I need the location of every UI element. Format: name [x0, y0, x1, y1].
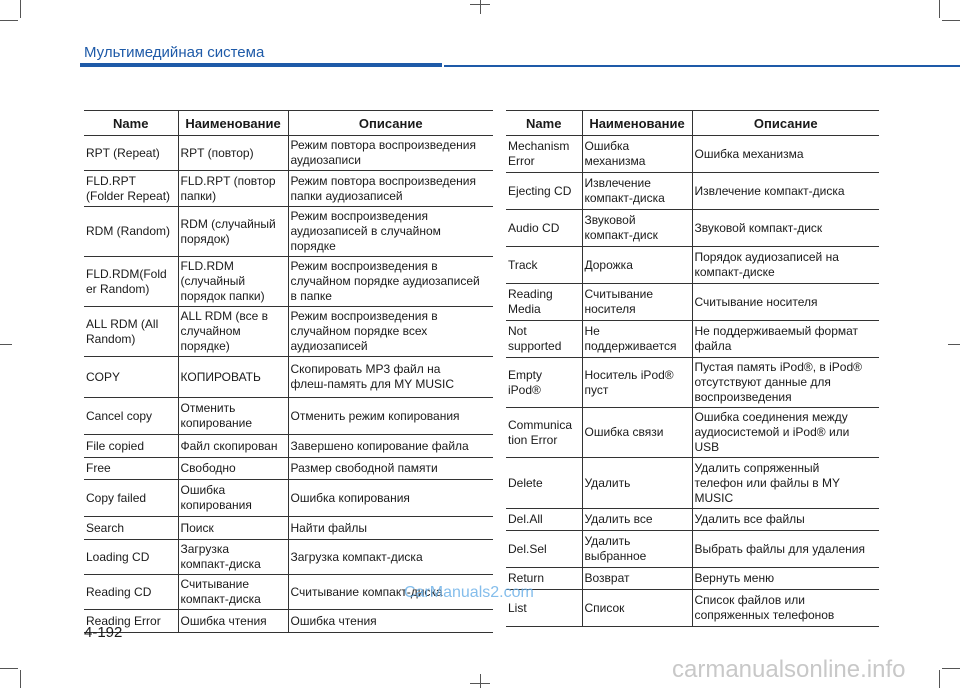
table-cell: Список файлов или сопряженных телефонов: [692, 590, 879, 627]
table-header-row: [84, 111, 493, 136]
table-cell: Порядок аудиозаписей на компакт-диске: [692, 247, 879, 284]
table-row: [84, 207, 493, 257]
table-row: [506, 247, 879, 284]
table-cell: Удалить все: [582, 509, 692, 531]
table-row: [506, 284, 879, 321]
table-cell: Return: [506, 568, 582, 590]
table-cell: Track: [506, 247, 582, 284]
crop-mark: [20, 0, 21, 18]
table-cell: FLD.RPT (повтор папки): [178, 171, 288, 207]
crop-mark: [0, 668, 18, 669]
table-cell: Не поддерживаемый формат файла: [692, 321, 879, 358]
table-row: [84, 517, 493, 540]
table-cell: Ошибка копирования: [178, 480, 288, 517]
table-cell: Извлечение компакт-диска: [692, 173, 879, 210]
table-cell: RPT (Repeat): [84, 136, 178, 171]
table-cell: Cancel copy: [84, 398, 178, 435]
table-cell: Del.All: [506, 509, 582, 531]
table-cell: Empty iPod®: [506, 358, 582, 408]
table-cell: Считывание компакт-диска: [288, 575, 493, 610]
table-cell: Поиск: [178, 517, 288, 540]
table-cell: Дорожка: [582, 247, 692, 284]
crop-mark: [939, 0, 940, 18]
table-cell: Search: [84, 517, 178, 540]
crop-mark: [939, 670, 940, 688]
table-cell: List: [506, 590, 582, 627]
table-cell: RDM (случайный порядок): [178, 207, 288, 257]
table-cell: Список: [582, 590, 692, 627]
crop-mark: [0, 20, 18, 21]
table-cell: Найти файлы: [288, 517, 493, 540]
crop-mark: [480, 0, 481, 14]
table-cell: Loading CD: [84, 540, 178, 575]
page-number: 4-192: [84, 624, 123, 641]
table-cell: Режим воспроизведения аудиозаписей в случайном порядке: [288, 207, 493, 257]
table-cell: RDM (Random): [84, 207, 178, 257]
table-cell: Режим повтора воспроизведения аудиозаписи: [288, 136, 493, 171]
table-cell: Режим воспроизведения в случайном порядке всех аудиозаписей: [288, 307, 493, 357]
table-cell: Вернуть меню: [692, 568, 879, 590]
table-cell: Выбрать файлы для удаления: [692, 531, 879, 568]
watermark-footer: carmanualsonline.info: [672, 656, 906, 683]
table-cell: Считывание компакт-диска: [178, 575, 288, 610]
table-row: [506, 509, 879, 531]
table-cell: Скопировать MP3 файл на флеш-память для MY MUSIC: [288, 357, 493, 398]
table-cell: Reading Media: [506, 284, 582, 321]
table-cell: COPY: [84, 357, 178, 398]
table-cell: Not supported: [506, 321, 582, 358]
table-cell: Завершено копирование файла: [288, 435, 493, 458]
table-header-row: [506, 111, 879, 136]
table-cell: Удалить все файлы: [692, 509, 879, 531]
table-cell: FLD.RDM(Fold er Random): [84, 257, 178, 307]
table-cell: КОПИРОВАТЬ: [178, 357, 288, 398]
table-cell: Ошибка соединения между аудиосистемой и iPod® или USB: [692, 408, 879, 458]
table-cell: Ошибка копирования: [288, 480, 493, 517]
table-cell: Звуковой компакт-диск: [692, 210, 879, 247]
table-cell: ALL RDM (All Random): [84, 307, 178, 357]
table-cell: Загрузка компакт-диска: [178, 540, 288, 575]
table-cell: Ошибка механизма: [582, 136, 692, 173]
table-row: [84, 458, 493, 480]
column-header: Описание: [288, 111, 493, 136]
table-row: [84, 398, 493, 435]
crop-mark: [0, 344, 12, 345]
column-header: Наименование: [178, 111, 288, 136]
table-cell: Ошибка связи: [582, 408, 692, 458]
table-cell: Не поддерживается: [582, 321, 692, 358]
table-cell: Размер свободной памяти: [288, 458, 493, 480]
right-table: [506, 110, 879, 627]
table-cell: Режим воспроизведения в случайном порядке аудиозаписей в папке: [288, 257, 493, 307]
crop-mark: [480, 674, 481, 688]
table-cell: Delete: [506, 458, 582, 509]
table-cell: Пустая память iPod®, в iPod® отсутствуют данные для воспроизведения: [692, 358, 879, 408]
table-row: [506, 458, 879, 509]
table-cell: File copied: [84, 435, 178, 458]
table-row: [506, 321, 879, 358]
table-cell: Файл скопирован: [178, 435, 288, 458]
table-cell: Ошибка чтения: [178, 610, 288, 633]
table-cell: Copy failed: [84, 480, 178, 517]
column-header: Name: [506, 111, 582, 136]
table-cell: Носитель iPod® пуст: [582, 358, 692, 408]
table-cell: Удалить сопряженный телефон или файлы в MY MUSIC: [692, 458, 879, 509]
table-cell: Ошибка чтения: [288, 610, 493, 633]
table-row: [506, 568, 879, 590]
table-cell: Отменить копирование: [178, 398, 288, 435]
table-cell: FLD.RPT (Folder Repeat): [84, 171, 178, 207]
header-rule-thin: [444, 65, 960, 67]
table-cell: Свободно: [178, 458, 288, 480]
table-cell: Del.Sel: [506, 531, 582, 568]
table-row: [84, 540, 493, 575]
table-row: [506, 590, 879, 627]
table-row: [506, 408, 879, 458]
table-cell: RPT (повтор): [178, 136, 288, 171]
table-cell: Mechanism Error: [506, 136, 582, 173]
table-row: [84, 610, 493, 633]
table-row: [506, 531, 879, 568]
crop-mark: [942, 20, 960, 21]
table-cell: Считывание носителя: [582, 284, 692, 321]
table-cell: Удалить выбранное: [582, 531, 692, 568]
table-cell: Free: [84, 458, 178, 480]
column-header: Name: [84, 111, 178, 136]
table-cell: Reading Error: [84, 610, 178, 633]
table-cell: Отменить режим копирования: [288, 398, 493, 435]
table-row: [84, 136, 493, 171]
table-cell: FLD.RDM (случайный порядок папки): [178, 257, 288, 307]
watermark-site: CarManuals2.com: [404, 584, 534, 601]
table-cell: Извлечение компакт-диска: [582, 173, 692, 210]
table-row: [506, 173, 879, 210]
table-row: [506, 358, 879, 408]
crop-mark: [948, 344, 960, 345]
crop-mark: [20, 670, 21, 688]
table-row: [506, 136, 879, 173]
header-rule: [80, 63, 442, 67]
table-cell: Считывание носителя: [692, 284, 879, 321]
table-cell: Возврат: [582, 568, 692, 590]
table-cell: Communica tion Error: [506, 408, 582, 458]
table-row: [84, 307, 493, 357]
section-title: Мультимедийная система: [84, 44, 265, 61]
table-cell: Reading CD: [84, 575, 178, 610]
table-cell: Загрузка компакт-диска: [288, 540, 493, 575]
table-cell: Ejecting CD: [506, 173, 582, 210]
column-header: Наименование: [582, 111, 692, 136]
table-cell: Audio CD: [506, 210, 582, 247]
table-row: [84, 480, 493, 517]
column-header: Описание: [692, 111, 879, 136]
table-row: [84, 435, 493, 458]
table-row: [84, 357, 493, 398]
table-cell: Ошибка механизма: [692, 136, 879, 173]
table-cell: Удалить: [582, 458, 692, 509]
table-row: [84, 257, 493, 307]
crop-mark: [942, 668, 960, 669]
table-row: [84, 171, 493, 207]
table-row: [506, 210, 879, 247]
table-cell: ALL RDM (все в случайном порядке): [178, 307, 288, 357]
table-cell: Режим повтора воспроизведения папки аудиозаписей: [288, 171, 493, 207]
left-table: [84, 110, 493, 633]
table-cell: Звуковой компакт-диск: [582, 210, 692, 247]
